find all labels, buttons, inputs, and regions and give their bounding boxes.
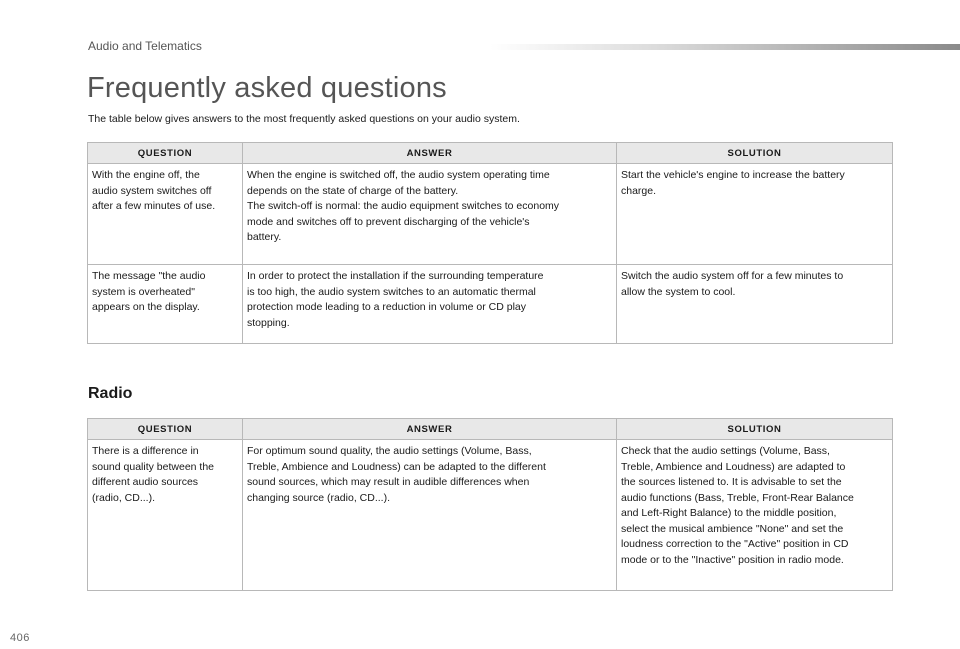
column-header-solution: SOLUTION: [617, 143, 893, 164]
question-cell: [88, 265, 243, 344]
question-text: With the engine off, the audio system switches off after a few minutes of use.: [92, 169, 216, 212]
page-number: 406: [10, 632, 30, 644]
section-header-label: Audio and Telematics: [88, 39, 202, 53]
question-text: There is a difference in sound quality between the different audio sources (radio, CD...).: [92, 445, 215, 504]
answer-cell: [243, 164, 617, 265]
intro-text: The table below gives answers to the most frequently asked questions on your audio system.: [88, 113, 520, 125]
solution-text: Start the vehicle's engine to increase the battery charge.: [621, 169, 845, 197]
question-text: The message "the audio system is overheated" appears on the display.: [92, 270, 206, 313]
radio-table-header-row: [88, 419, 893, 440]
radio-section-title: Radio: [88, 385, 133, 402]
table-row: [88, 164, 893, 265]
column-header-question: QUESTION: [88, 419, 243, 440]
header-gradient-bar: [490, 44, 960, 50]
page-title: Frequently asked questions: [87, 72, 447, 104]
solution-cell: [617, 164, 893, 265]
column-header-answer: ANSWER: [243, 143, 617, 164]
faq-table-header-row: [88, 143, 893, 164]
answer-text: For optimum sound quality, the audio settings (Volume, Bass, Treble, Ambience and Loudness) can be adapted to the different sound sources, which may result in audible differences when changing source (radio, CD...).: [247, 445, 546, 504]
faq-table: [87, 142, 893, 344]
answer-cell: [243, 440, 617, 591]
question-cell: [88, 440, 243, 591]
column-header-answer: ANSWER: [243, 419, 617, 440]
table-row: [88, 265, 893, 344]
question-cell: [88, 164, 243, 265]
column-header-question: QUESTION: [88, 143, 243, 164]
solution-cell: [617, 440, 893, 591]
table-row: [88, 440, 893, 591]
column-header-solution: SOLUTION: [617, 419, 893, 440]
answer-cell: [243, 265, 617, 344]
solution-text: Switch the audio system off for a few minutes to allow the system to cool.: [621, 270, 844, 298]
answer-text: When the engine is switched off, the audio system operating time depends on the state of charge of the battery. The switch-off is normal: the audio equipment switches to economy mode and switches off to prevent discharging of the vehicle's battery.: [247, 169, 560, 243]
answer-text: In order to protect the installation if the surrounding temperature is too high, the audio system switches to an automatic thermal protection mode leading to a reduction in volume or CD play stopping.: [247, 270, 544, 329]
radio-faq-table: [87, 418, 893, 591]
solution-cell: [617, 265, 893, 344]
solution-text: Check that the audio settings (Volume, Bass, Treble, Ambience and Loudness) are adapted to the sources listened to. It is advisable to set the audio functions (Bass, Treble, Front-Rear Balance and Left-Right Balance) to the middle position, select the musical ambience "None" and set the loudness correction to the "Active" position in CD mode or to the "Inactive" position in radio mode.: [621, 445, 854, 566]
